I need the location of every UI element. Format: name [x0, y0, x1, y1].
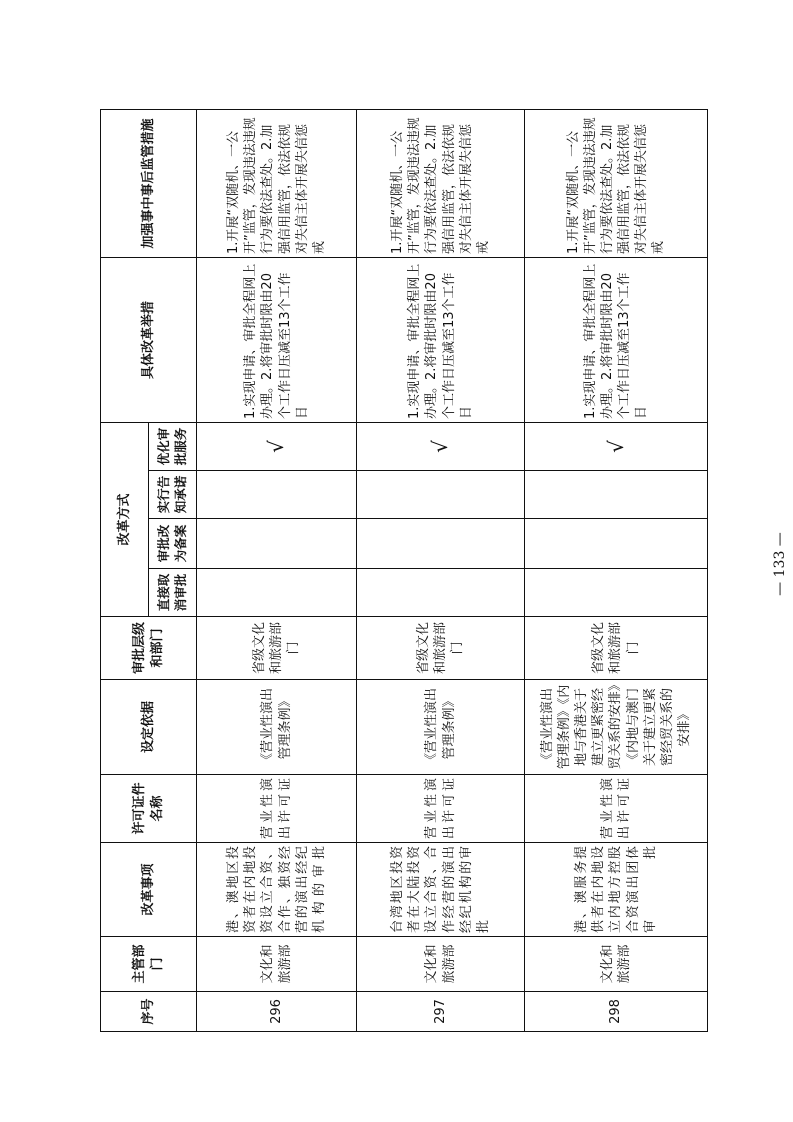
cell-basis: 《营业性演出管理条例》 — [197, 680, 357, 775]
cell-level: 省级文化和旅游部门 — [525, 617, 708, 680]
check-mark-icon: √ — [197, 422, 357, 470]
cell-mode-cancel — [357, 569, 525, 617]
header-basis: 设定依据 — [101, 680, 197, 775]
cell-mode-notify — [357, 471, 525, 519]
table-row — [357, 109, 525, 1031]
header-supervision: 加强事中事后监管措施 — [101, 109, 197, 257]
header-dept: 主管部门 — [101, 937, 197, 992]
cell-level: 省级文化和旅游部门 — [197, 617, 357, 680]
cell-item: 港、澳地区投资者在内地投资设立合资、合作、独资经营的演出经纪机构的审批 — [197, 843, 357, 937]
cell-level: 省级文化和旅游部门 — [357, 617, 525, 680]
header-mode-optimize: 优化审批服务 — [149, 422, 197, 470]
check-mark-icon: √ — [357, 422, 525, 470]
cell-dept: 文化和旅游部 — [357, 937, 525, 992]
reform-table-rotated — [100, 110, 707, 1032]
cell-dept: 文化和旅游部 — [197, 937, 357, 992]
cell-mode-cancel — [525, 569, 708, 617]
table-row — [197, 109, 357, 1031]
cell-mode-notify — [525, 471, 708, 519]
page-number: — 133 — — [771, 532, 788, 596]
cell-license: 营业性演出许可证 — [525, 775, 708, 843]
header-measures: 具体改革举措 — [101, 257, 197, 422]
table-row — [525, 109, 708, 1031]
header-mode-notify: 实行告知承诺 — [149, 471, 197, 519]
cell-supervision: 1.开展“双随机、一公开”监管，发现违法违规行为要依法查处。2.加强信用监管，依法依规对失信主体开展失信惩戒 — [357, 109, 525, 257]
header-seq: 序号 — [101, 992, 197, 1032]
header-level: 审批层级和部门 — [101, 617, 197, 680]
cell-item: 港、澳服务提供者在内地设立内地方控股合资演出团体审批 — [525, 843, 708, 937]
cell-seq: 296 — [197, 992, 357, 1032]
header-reform-mode: 改革方式 — [101, 422, 149, 616]
cell-measures: 1.实现申请、审批全程网上办理。2.将审批时限由20个工作日压减至13个工作日 — [525, 257, 708, 422]
check-mark-icon: √ — [525, 422, 708, 470]
header-mode-cancel: 直接取消审批 — [149, 569, 197, 617]
cell-seq: 297 — [357, 992, 525, 1032]
cell-license: 营业性演出许可证 — [197, 775, 357, 843]
cell-measures: 1.实现申请、审批全程网上办理。2.将审批时限由20个工作日压减至13个工作日 — [357, 257, 525, 422]
cell-mode-notify — [197, 471, 357, 519]
cell-license: 营业性演出许可证 — [357, 775, 525, 843]
cell-measures: 1.实现申请、审批全程网上办理。2.将审批时限由20个工作日压减至13个工作日 — [197, 257, 357, 422]
cell-mode-filing — [525, 519, 708, 569]
cell-mode-filing — [197, 519, 357, 569]
cell-item: 台湾地区投资者在大陆投资设立合资、合作经营的演出经纪机构的审批 — [357, 843, 525, 937]
cell-dept: 文化和旅游部 — [525, 937, 708, 992]
cell-supervision: 1.开展“双随机、一公开”监管，发现违法违规行为要依法查处。2.加强信用监管，依法依规对失信主体开展失信惩戒 — [525, 109, 708, 257]
cell-seq: 298 — [525, 992, 708, 1032]
header-license: 许可证件名称 — [101, 775, 197, 843]
header-item: 改革事项 — [101, 843, 197, 937]
cell-basis: 《营业性演出管理条例》《内地与香港关于建立更紧密经贸关系的安排》《内地与澳门关于建立更紧密经贸关系的安排》 — [525, 680, 708, 775]
reform-table — [100, 109, 708, 1032]
cell-basis: 《营业性演出管理条例》 — [357, 680, 525, 775]
cell-mode-cancel — [197, 569, 357, 617]
cell-supervision: 1.开展“双随机、一公开”监管，发现违法违规行为要依法查处。2.加强信用监管，依法依规对失信主体开展失信惩戒 — [197, 109, 357, 257]
cell-mode-filing — [357, 519, 525, 569]
header-mode-filing: 审批改为备案 — [149, 519, 197, 569]
